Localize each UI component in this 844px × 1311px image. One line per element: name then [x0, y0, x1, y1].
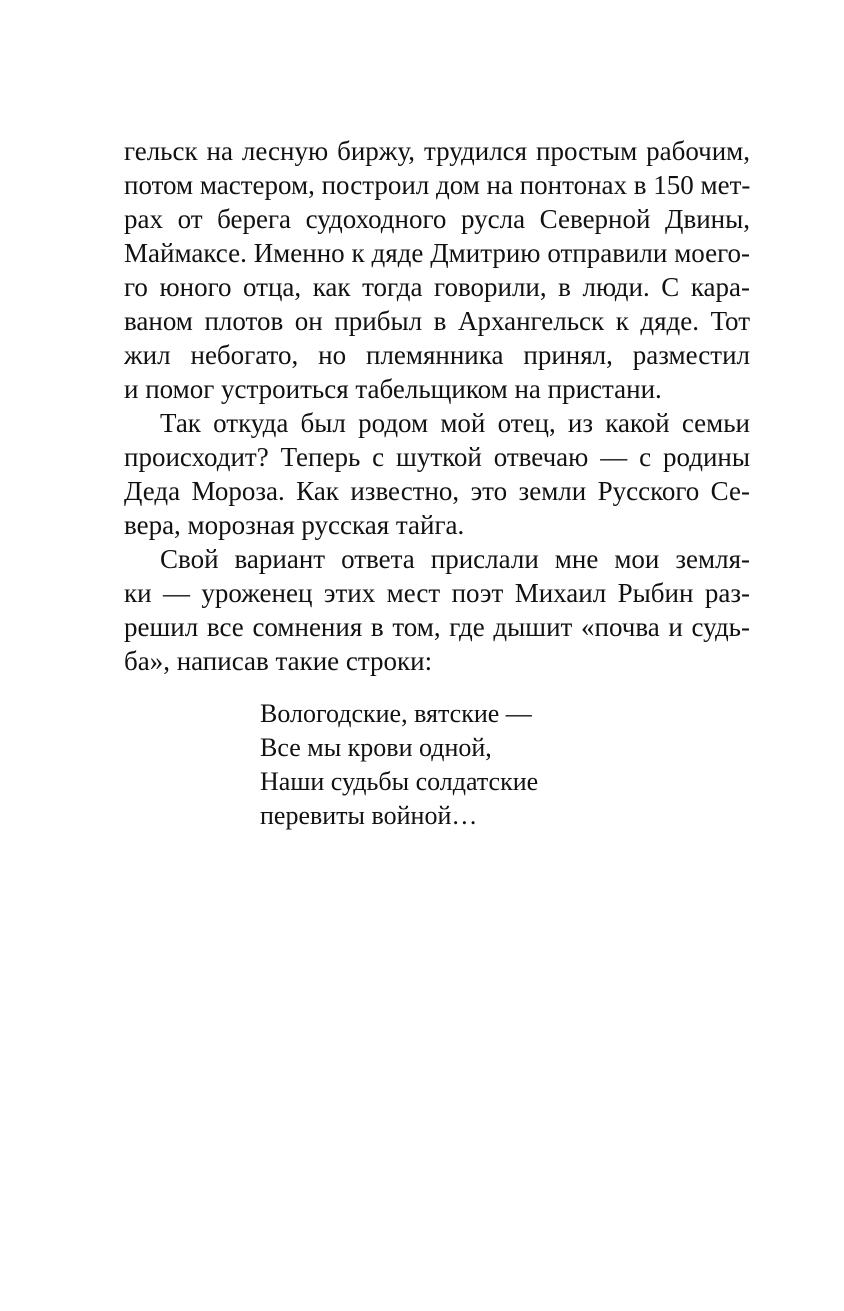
paragraph-1-line-6: ваном плотов он прибыл в Архангельск к дяде. Тот — [124, 306, 750, 336]
poem-line-4: перевиты войной… — [260, 801, 478, 830]
poem-line-1: Вологодские, вятские — — [260, 699, 532, 728]
paragraph-2-line-1: Так откуда был родом мой отец, из какой семьи — [160, 408, 750, 438]
paragraph-1-line-7: жил небогато, но племянника принял, разместил — [124, 340, 750, 370]
paragraph-2-line-2: происходит? Теперь с шуткой отвечаю — с родины — [124, 442, 750, 472]
paragraph-2-line-3: Деда Мороза. Как известно, это земли Русского Се- — [124, 476, 750, 506]
paragraph-1-line-3: рах от берега судоходного русла Северной Двины, — [124, 204, 750, 234]
poem-line-2: Все мы крови одной, — [260, 733, 492, 762]
paragraph-1-line-4: Маймаксе. Именно к дяде Дмитрию отправили моего- — [124, 238, 750, 268]
paragraph-1-line-1: гельск на лесную биржу, трудился простым рабочим, — [124, 136, 750, 166]
paragraph-3-line-3: решил все сомнения в том, где дышит «почва и судь- — [124, 612, 750, 642]
poem-block — [260, 697, 740, 833]
paragraph-3-line-1: Свой вариант ответа прислали мне мои земля- — [160, 544, 750, 574]
paragraph-3-line-4: ба», написав такие строки: — [124, 646, 433, 676]
poem-line-3: Наши судьбы солдатские — [260, 767, 539, 796]
paragraph-1-line-5: го юного отца, как тогда говорили, в люди. С кара- — [124, 272, 750, 302]
paragraph-1-line-2: потом мастером, построил дом на понтонах в 150 мет- — [124, 170, 750, 200]
paragraph-2-line-4: вера, морозная русская тайга. — [124, 510, 465, 540]
paragraph-3-line-2: ки — уроженец этих мест поэт Михаил Рыбин раз- — [124, 578, 750, 608]
prose-block — [124, 134, 750, 678]
paragraph-1-line-8: и помог устроиться табельщиком на пристани. — [124, 374, 662, 404]
